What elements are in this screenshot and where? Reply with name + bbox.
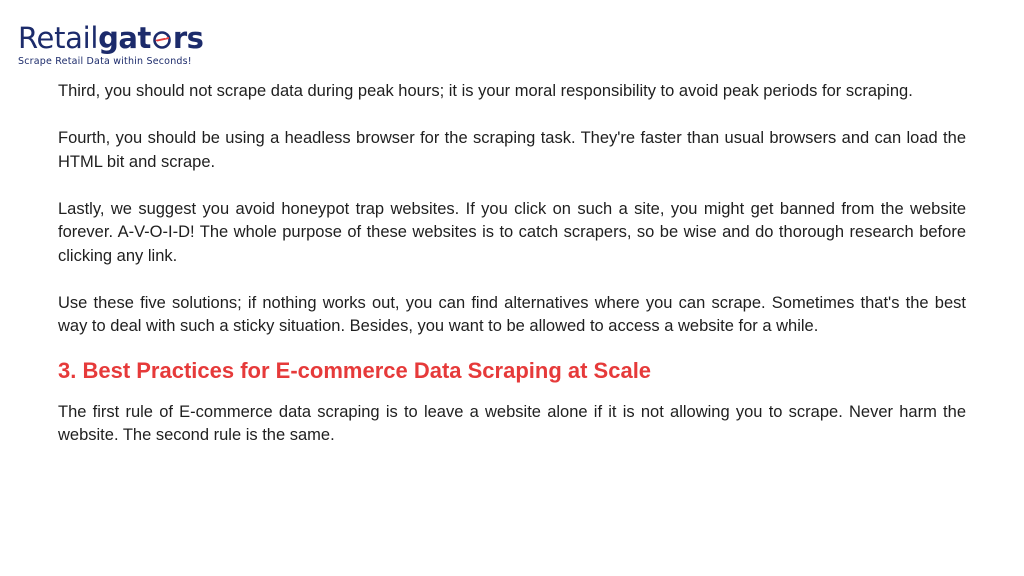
retailgators-logo — [18, 21, 218, 72]
logo-tagline: Scrape Retail Data within Seconds! — [18, 56, 192, 67]
paragraph-first-rule: The first rule of E-commerce data scraping is to leave a website alone if it is not allowing you to scrape. Never harm the website. The second rule is the same. — [58, 402, 966, 444]
section-heading: 3. Best Practices for E-commerce Data Scraping at Scale — [58, 357, 652, 383]
logo-wordmark — [18, 21, 218, 55]
logo-word-regular: Retail — [18, 21, 99, 55]
article-body — [58, 80, 966, 448]
paragraph-fourth: Fourth, you should be using a headless browser for the scraping task. They're faster than usual browsers and can load the HTML bit and scrape. — [58, 129, 966, 171]
paragraph-third: Third, you should not scrape data during peak hours; it is your moral responsibility to avoid peak periods for scraping. — [58, 82, 913, 100]
logo-word-bold-b: rs — [172, 21, 204, 55]
logo-word-bold — [98, 21, 204, 55]
gator-circle-icon — [152, 30, 172, 50]
paragraph-lastly: Lastly, we suggest you avoid honeypot trap websites. If you click on such a site, you might get banned from the website forever. A-V-O-I-D! The whole purpose of these websites is to catch scrapers, so be wise and do thorough research before clicking any link. — [58, 199, 966, 265]
logo-word-bold-a: gat — [98, 21, 151, 55]
paragraph-five-solutions: Use these five solutions; if nothing works out, you can find alternatives where you can scrape. Sometimes that's the best way to deal with such a sticky situation. Besides, you want to be allowed to access a website for a while. — [58, 293, 966, 335]
